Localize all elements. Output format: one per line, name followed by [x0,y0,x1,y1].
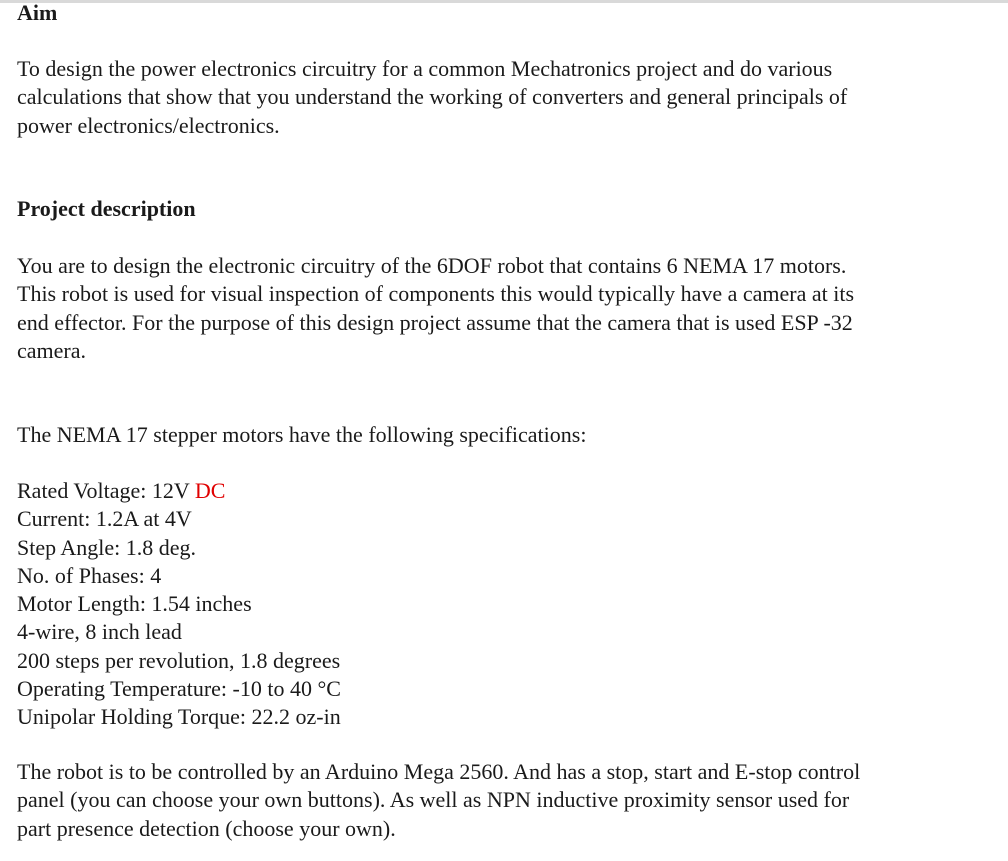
spec-steps-per-rev: 200 steps per revolution, 1.8 degrees [17,647,341,673]
project-line: This robot is used for visual inspection of components this would typically have a camera at its [17,281,855,307]
project-description-paragraph [17,252,854,365]
spec-operating-temp: Operating Temperature: -10 to 40 °C [17,676,341,702]
project-description-heading: Project description [17,196,196,221]
spec-step-angle: Step Angle: 1.8 deg. [17,534,197,560]
aim-line: power electronics/electronics. [17,112,280,138]
top-border [0,0,1008,3]
spec-wire-lead: 4-wire, 8 inch lead [17,619,182,645]
control-paragraph [17,758,860,843]
aim-line: calculations that show that you understand the working of converters and general principals of [17,84,848,110]
control-line: panel (you can choose your own buttons). As well as NPN inductive proximity sensor used for [17,787,850,813]
spec-rated-voltage [17,477,341,505]
project-line: end effector. For the purpose of this design project assume that the camera that is used ESP -32 [17,309,853,335]
aim-paragraph [17,55,847,140]
spec-rated-voltage-highlight: DC [194,478,226,503]
control-line: part presence detection (choose your own). [17,815,396,841]
spec-current: Current: 1.2A at 4V [17,506,192,532]
motor-spec-list [17,477,341,732]
spec-holding-torque: Unipolar Holding Torque: 22.2 oz-in [17,704,341,730]
spec-rated-voltage-label: Rated Voltage: 12V [17,478,190,503]
control-line: The robot is to be controlled by an Arduino Mega 2560. And has a stop, start and E-stop control [17,759,861,784]
motor-spec-intro: The NEMA 17 stepper motors have the following specifications: [17,422,587,447]
spec-motor-length: Motor Length: 1.54 inches [17,591,252,617]
project-line: You are to design the electronic circuitry of the 6DOF robot that contains 6 NEMA 17 motors. [17,253,847,278]
aim-line: To design the power electronics circuitry for a common Mechatronics project and do various [17,56,833,81]
aim-heading: Aim [17,0,58,25]
spec-phases: No. of Phases: 4 [17,562,162,588]
project-line: camera. [17,337,86,363]
